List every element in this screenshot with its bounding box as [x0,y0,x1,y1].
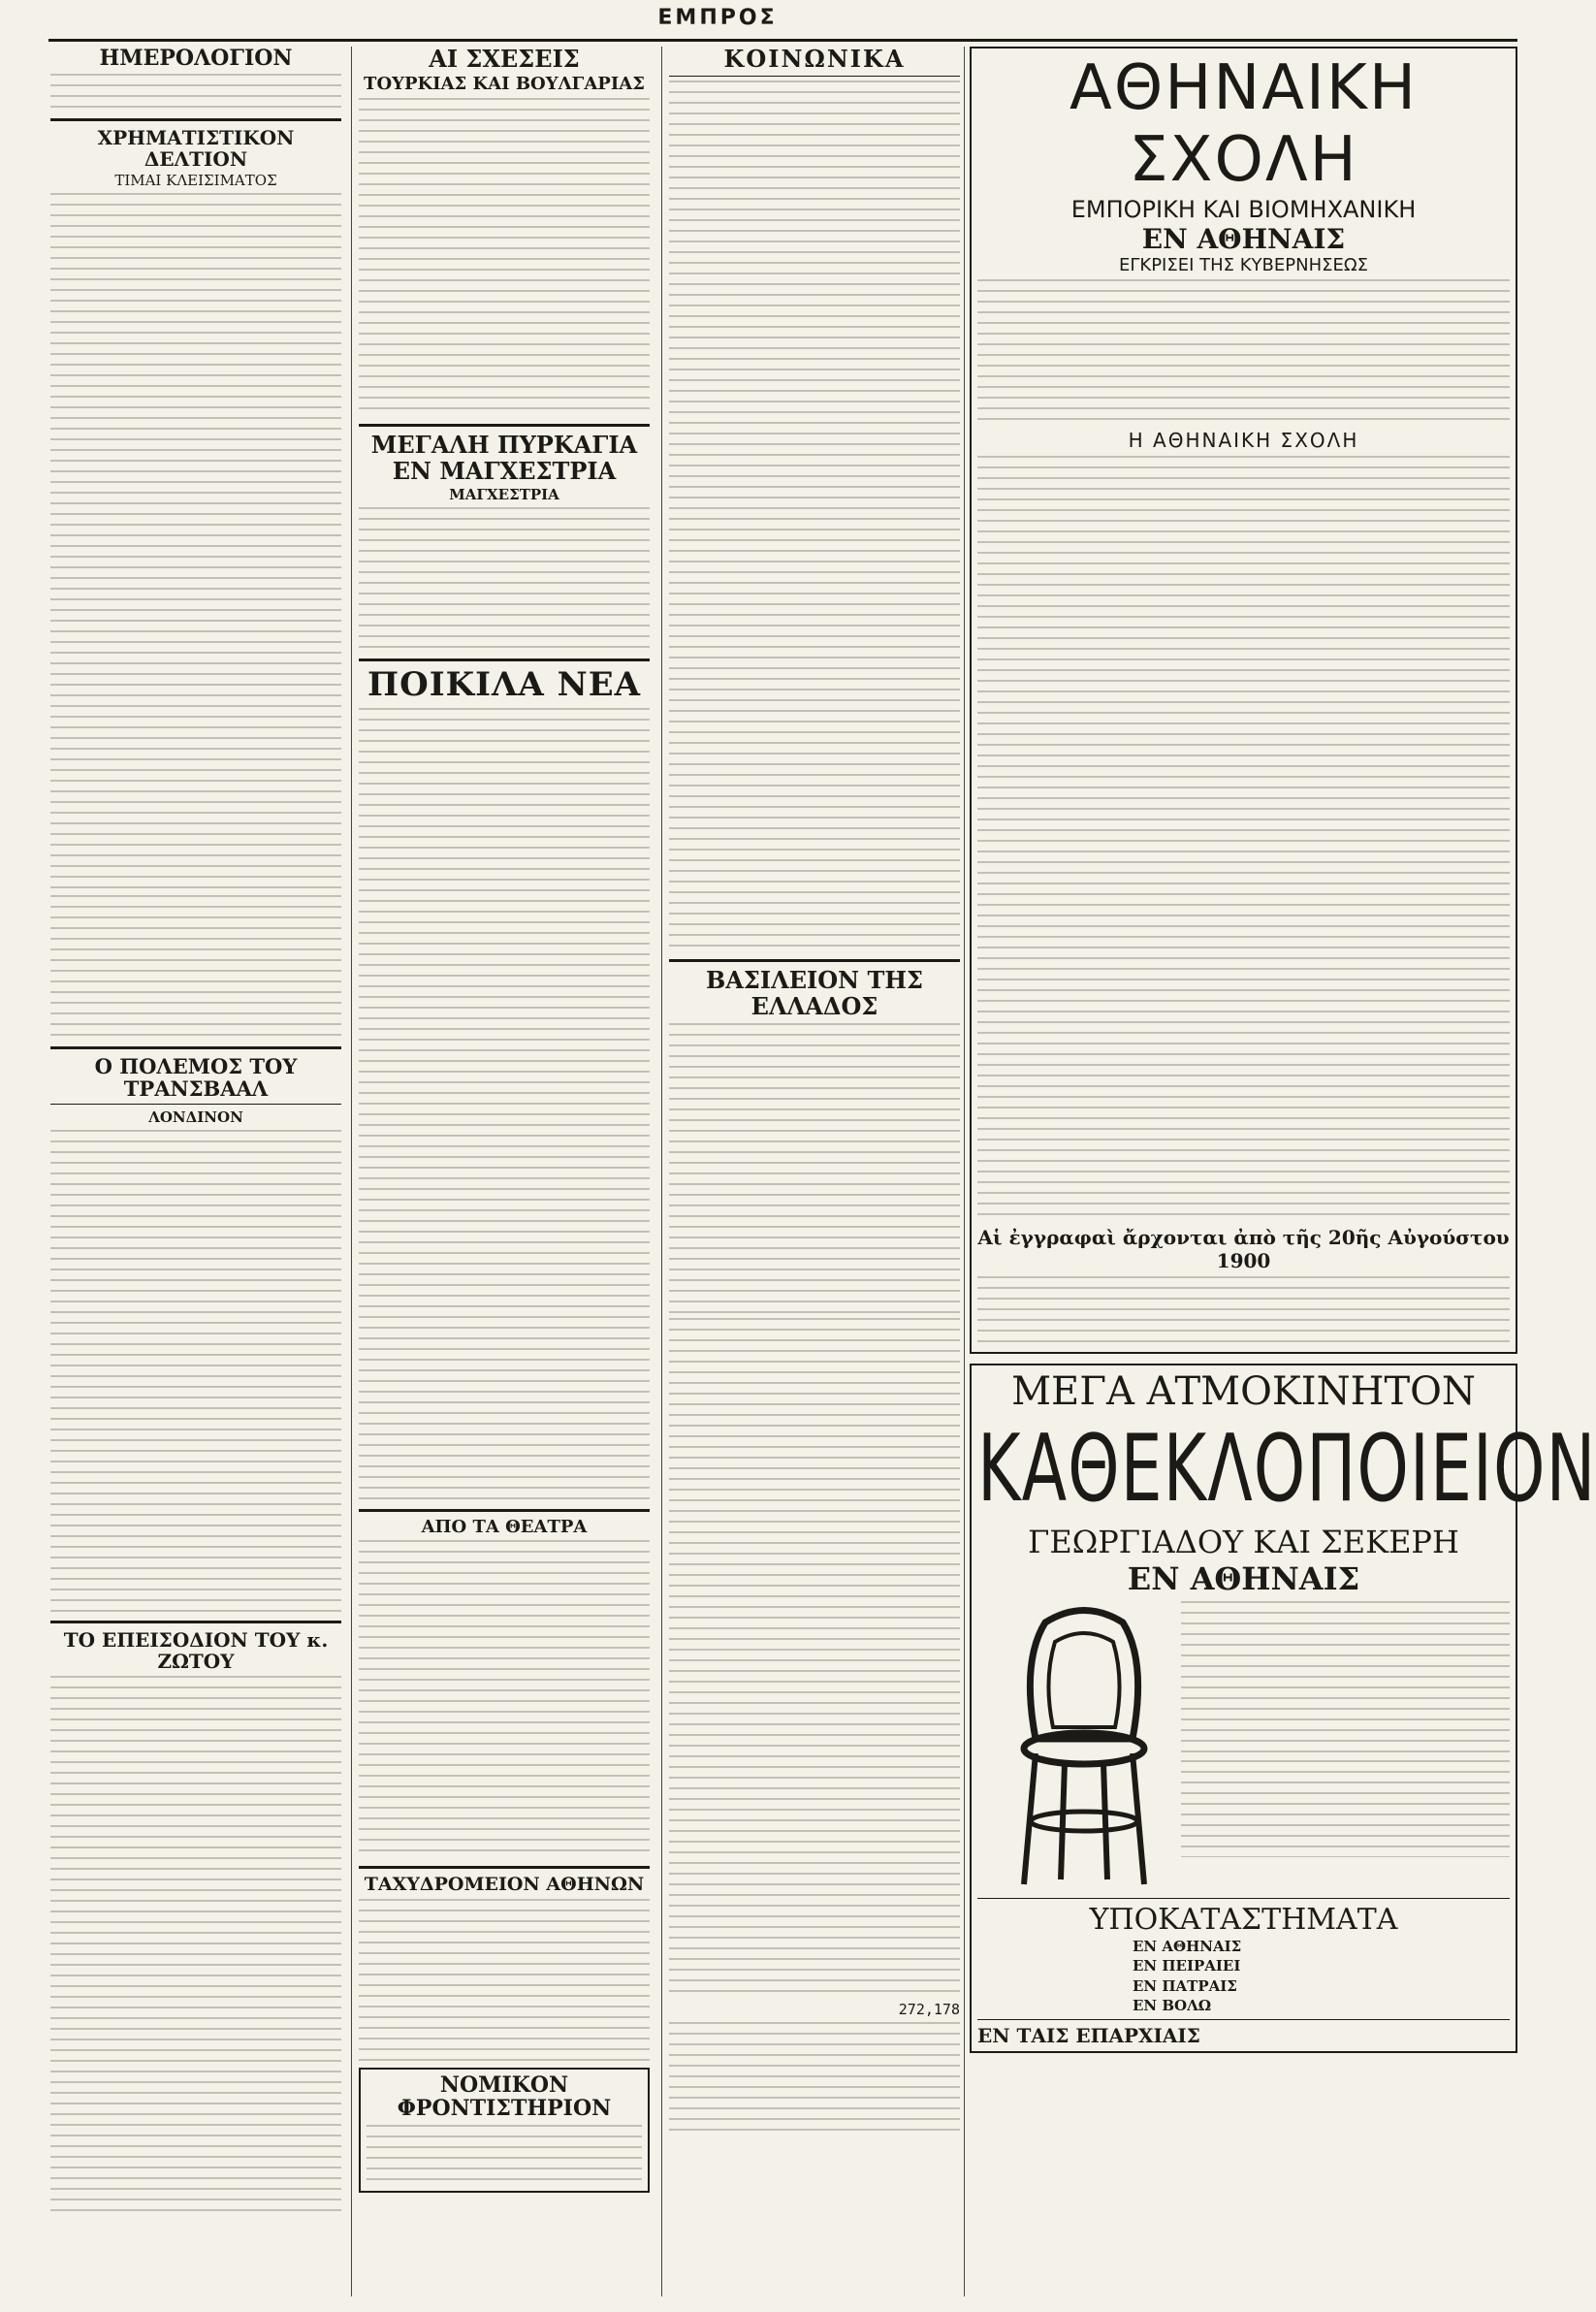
ad-text [1181,1601,1510,1756]
branches-heading: ΥΠΟΚΑΤΑΣΤΗΜΑΤΑ [1089,1903,1398,1937]
top-rule [48,39,1517,42]
misc-news-heading: ΠΟΙΚΙΛΑ ΝΕΑ [367,665,642,705]
column-rule [351,47,352,2296]
branch-item: ΕΝ ΠΕΙΡΑΙΕΙ [1133,1957,1241,1975]
body-text [50,74,341,112]
section-rule [977,1898,1510,1899]
legal-tutoring-ad [359,2068,650,2192]
body-text [50,895,341,1041]
factory-owners: ΓΕΩΡΓΙΑΔΟΥ ΚΑΙ ΣΕΚΕΡΗ [1028,1524,1459,1560]
section-rule [669,76,960,77]
body-text [669,2022,960,2138]
body-text [359,708,650,1503]
branch-item: ΕΝ ΠΑΤΡΑΙΣ [1133,1976,1237,1995]
body-text [50,1676,341,2219]
calendar-heading: ΗΜΕΡΟΛΟΓΙΟΝ [99,46,293,71]
body-text [359,1899,650,2064]
column-2 [359,47,650,2296]
school-section-heading: Η ΑΘΗΝΑΙΚΗ ΣΧΟΛΗ [1128,429,1359,452]
branch-list [977,1937,1510,2015]
section-rule [50,1621,341,1623]
body-text [669,1023,960,1314]
body-text [359,1540,650,1860]
branch-item: ΕΝ ΑΘΗΝΑΙΣ [1133,1938,1242,1955]
school-subtitle: ΕΜΠΟΡΙΚΗ ΚΑΙ ΒΙΟΜΗΧΑΝΙΚΗ [1070,196,1417,223]
chair-illustration [997,1603,1171,1894]
body-text [50,1130,341,1615]
relations-subheading: ΤΟΥΡΚΙΑΣ ΚΑΙ ΒΟΥΛΓΑΡΙΑΣ [364,74,645,95]
factory-title: ΚΑΘΕΚΛΟΠΟΙΕΙΟΝ [977,1416,1596,1524]
ad-heading: ΝΟΜΙΚΟΝ ΦΡΟΝΤΙΣΤΗΡΙΟΝ [397,2072,612,2122]
finance-subheading: ΤΙΜΑΙ ΚΛΕΙΣΙΜΑΤΟΣ [114,172,277,190]
fire-heading: ΜΕΓΑΛΗ ΠΥΡΚΑΓΙΑ ΕΝ ΜΑΓΧΕΣΤΡΙΑ [370,431,638,485]
column-rule [661,47,662,2296]
enrollment-notice: Αἱ ἐγγραφαὶ ἄρχονται ἀπὸ τῆς 20ῆς Αὐγούστου 1900 [977,1226,1510,1272]
school-ad [970,47,1517,1354]
body-text [669,80,960,953]
ad-text [977,279,1510,425]
school-city: ΕΝ ΑΘΗΝΑΙΣ [1141,223,1346,255]
post-office-heading: ΤΑΧΥΔΡΟΜΕΙΟΝ ΑΘΗΝΩΝ [364,1874,645,1896]
kingdom-heading: ΒΑΣΙΛΕΙΟΝ ΤΗΣ ΕΛΛΑΔΟΣ [706,966,923,1020]
war-heading: Ο ΠΟΛΕΜΟΣ ΤΟΥ ΤΡΑΝΣΒΑΑΛ [94,1054,298,1102]
section-rule [359,1509,650,1512]
section-rule [359,424,650,427]
section-rule [669,959,960,962]
section-rule [50,118,341,121]
masthead: ΕΜΠΡΟΣ [657,6,778,30]
section-rule [50,1046,341,1049]
section-rule [977,2019,1510,2020]
column-3 [669,47,960,2296]
theatre-heading: ΑΠΟ ΤΑ ΘΕΑΤΡΑ [421,1516,588,1537]
table-total: 272,178 [898,2001,960,2019]
ad-text [977,456,1510,1222]
ad-text [367,2125,642,2183]
relations-heading: ΑΙ ΣΧΕΣΕΙΣ [429,45,580,73]
column-rule [964,47,965,2296]
section-rule [359,658,650,661]
chair-factory-ad [970,1364,1596,2053]
war-dateline: ΛΟΝΔΙΝΟΝ [148,1108,243,1127]
ad-text [977,1276,1510,1344]
column-1 [50,47,341,2296]
section-rule [50,1104,341,1105]
branch-item: ΕΝ ΒΟΛΩ [1133,1996,1212,2014]
factory-kicker: ΜΕΓΑ ΑΤΜΟΚΙΝΗΤΟΝ [1011,1369,1476,1414]
body-text [359,98,650,418]
school-approval: ΕΓΚΡΙΣΕΙ ΤΗΣ ΚΥΒΕΡΝΗΣΕΩΣ [1118,255,1369,275]
factory-city: ΕΝ ΑΘΗΝΑΙΣ [1127,1560,1360,1597]
ad-text [1181,1760,1510,1857]
social-heading: ΚΟΙΝΩΝΙΚΑ [723,45,906,73]
finance-heading: ΧΡΗΜΑΤΙΣΤΙΚΟΝ ΔΕΛΤΙΟΝ [97,126,295,172]
body-text [359,507,650,653]
column-4 [970,47,1596,2296]
section-rule [359,1866,650,1869]
school-name: ΑΘΗΝΑΙΚΗ ΣΧΟΛΗ [1069,52,1418,196]
budget-table [669,1318,960,1997]
fire-dateline: ΜΑΓΧΕΣΤΡΙΑ [449,486,559,504]
incident-heading: ΤΟ ΕΠΕΙΣΟΔΙΟΝ ΤΟΥ κ. ΖΩΤΟΥ [63,1628,329,1674]
provinces-line: ΕΝ ΤΑΙΣ ΕΠΑΡΧΙΑΙΣ [977,2024,1200,2047]
price-table [50,193,341,891]
